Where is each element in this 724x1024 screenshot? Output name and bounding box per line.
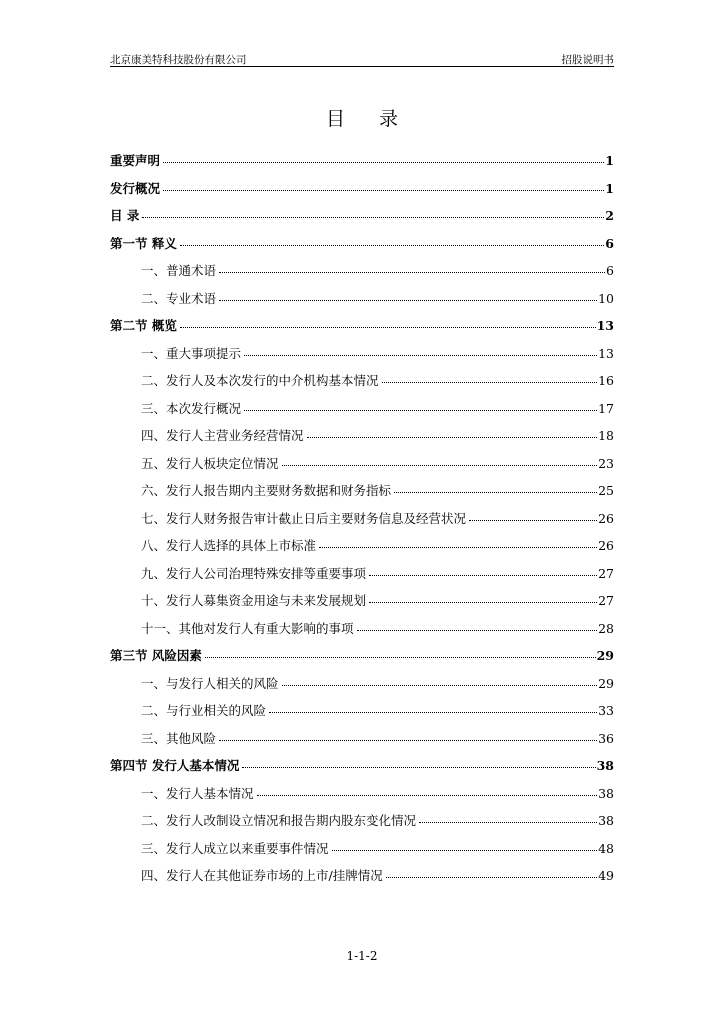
toc-entry-page-number: 25 [598,483,614,498]
dot-leader [469,509,597,521]
toc-entry[interactable] [110,646,614,674]
toc-entry-page-number: 13 [596,318,614,333]
page-number: 1-1-2 [346,949,378,963]
toc-entry[interactable] [110,536,614,564]
dot-leader [369,591,597,603]
toc-entry[interactable] [110,316,614,344]
toc-entry-label: 三、发行人成立以来重要事件情况 [141,840,329,856]
toc-entry-label: 二、与行业相关的风险 [141,703,267,718]
toc-entry[interactable] [110,179,614,207]
toc-entry-label: 发行概况 [110,180,161,196]
company-name: 北京康美特科技股份有限公司 [110,54,247,66]
dot-leader [282,674,598,686]
toc-entry-page-number: 13 [598,345,614,361]
dot-leader [242,756,595,768]
toc-entry-page-number: 38 [596,758,614,773]
toc-entry-label: 一、发行人基本情况 [141,785,254,801]
toc-entry-label: 第四节 发行人基本情况 [110,758,240,773]
dot-leader [219,729,597,741]
dot-leader [142,206,604,218]
dot-leader [369,564,597,576]
toc-entry-page-number: 26 [598,510,614,526]
dot-leader [357,619,598,631]
toc-entry-page-number: 23 [598,455,614,471]
toc-entry-page-number: 16 [598,373,614,388]
toc-entry[interactable] [110,371,614,399]
toc-entry[interactable] [110,701,614,729]
toc-entry-label: 二、发行人改制设立情况和报告期内股东变化情况 [141,813,417,828]
toc-entry-page-number: 1 [605,180,614,196]
toc-entry-label: 八、发行人选择的具体上市标准 [141,538,317,553]
page-header [110,50,614,67]
toc-entry-page-number: 17 [598,400,614,416]
toc-entry-label: 二、专业术语 [141,290,217,306]
dot-leader [319,536,597,548]
dot-leader [180,316,596,328]
toc-entry-label: 十、发行人募集资金用途与未来发展规划 [141,593,367,608]
toc-entry-label: 三、其他风险 [141,730,217,746]
toc-entry-page-number: 29 [596,648,614,663]
dot-leader [394,481,597,493]
toc-entry[interactable] [110,839,614,867]
toc-entry[interactable] [110,729,614,757]
toc-entry-label: 六、发行人报告期内主要财务数据和财务指标 [141,483,392,498]
toc-entry[interactable] [110,289,614,317]
toc-entry-page-number: 38 [598,785,614,801]
dot-leader [180,234,604,246]
toc-entry[interactable] [110,866,614,894]
toc-entry-page-number: 28 [598,620,614,636]
dot-leader [244,399,597,411]
toc-entry[interactable] [110,261,614,289]
toc-entry-page-number: 36 [598,730,614,746]
toc-entry-label: 四、发行人主营业务经营情况 [141,428,304,443]
toc-entry-label: 第二节 概览 [110,318,177,333]
toc-entry-page-number: 29 [598,675,614,691]
toc-entry[interactable] [110,481,614,509]
toc-entry-label: 第一节 释义 [110,235,177,251]
toc-entry-page-number: 48 [598,840,614,856]
toc-entry-label: 三、本次发行概况 [141,400,242,416]
toc-entry-page-number: 18 [598,428,614,443]
toc-entry-page-number: 49 [598,868,614,883]
toc-entry-page-number: 26 [598,538,614,553]
toc-entry-label: 一、重大事项提示 [141,345,242,361]
dot-leader [332,839,598,851]
toc-entry[interactable] [110,619,614,647]
toc-entry[interactable] [110,674,614,702]
toc-entry-label: 四、发行人在其他证券市场的上市/挂牌情况 [141,868,383,883]
toc-entry[interactable] [110,784,614,812]
dot-leader [163,179,604,191]
toc-entry[interactable] [110,756,614,784]
toc-entry-page-number: 1 [605,153,614,168]
dot-leader [269,701,597,713]
toc-entry-label: 目 录 [110,208,140,223]
toc-entry-page-number: 6 [606,263,614,278]
toc-entry-label: 七、发行人财务报告审计截止日后主要财务信息及经营状况 [141,510,467,526]
toc-entry-label: 二、发行人及本次发行的中介机构基本情况 [141,373,379,388]
dot-leader [244,344,597,356]
toc-entry[interactable] [110,206,614,234]
toc-entry-label: 十一、其他对发行人有重大影响的事项 [141,620,354,636]
page-title: 目 录 [325,108,413,130]
dot-leader [382,371,598,383]
toc-entry-page-number: 10 [598,290,614,306]
toc-entry[interactable] [110,426,614,454]
toc-entry-label: 五、发行人板块定位情况 [141,455,279,471]
toc-entry[interactable] [110,234,614,262]
toc-entry[interactable] [110,564,614,592]
dot-leader [219,261,605,273]
toc-entry-label: 重要声明 [110,153,161,168]
toc-entry-page-number: 27 [598,565,614,581]
toc-entry-page-number: 2 [605,208,614,223]
toc-entry-label: 一、普通术语 [141,263,217,278]
toc-entry-label: 一、与发行人相关的风险 [141,675,279,691]
dot-leader [282,454,598,466]
toc-entry[interactable] [110,399,614,427]
dot-leader [219,289,597,301]
dot-leader [163,151,604,163]
dot-leader [257,784,598,796]
toc-entry[interactable] [110,509,614,537]
toc-entry-label: 第三节 风险因素 [110,648,202,663]
document-type: 招股说明书 [561,54,614,66]
toc-entry-page-number: 33 [598,703,614,718]
dot-leader [307,426,598,438]
toc-entry-label: 九、发行人公司治理特殊安排等重要事项 [141,565,367,581]
toc-entry[interactable] [110,151,614,179]
table-of-contents [110,151,614,894]
toc-entry[interactable] [110,591,614,619]
dot-leader [419,811,597,823]
toc-entry-page-number: 38 [598,813,614,828]
toc-entry-page-number: 27 [598,593,614,608]
dot-leader [205,646,596,658]
dot-leader [386,866,597,878]
toc-entry-page-number: 6 [605,235,614,251]
toc-entry[interactable] [110,454,614,482]
toc-entry[interactable] [110,811,614,839]
toc-entry[interactable] [110,344,614,372]
